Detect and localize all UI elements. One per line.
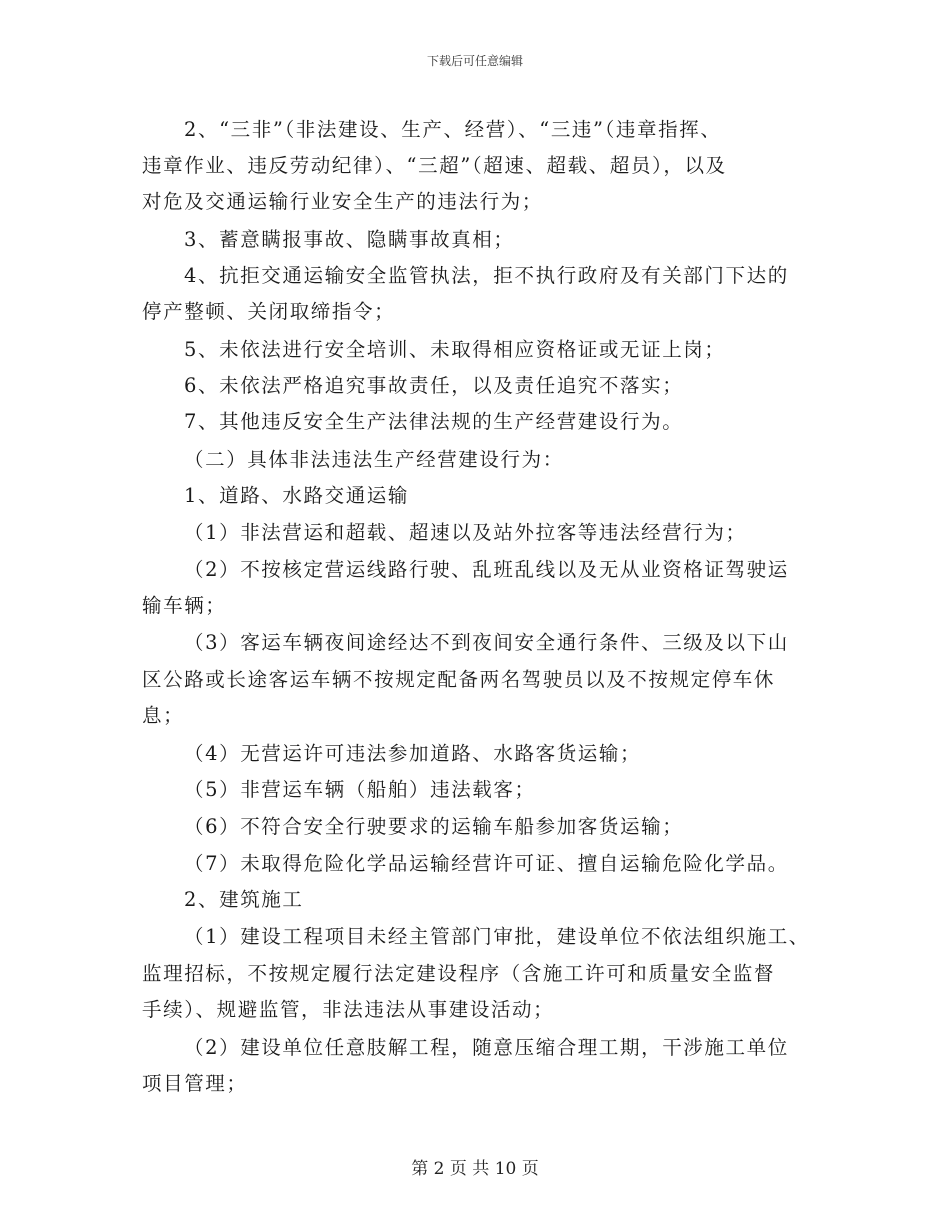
text-line: 息； (142, 704, 185, 727)
page-header: 下载后可任意编辑 (426, 54, 523, 68)
text-line: 输车辆； (142, 594, 227, 617)
text-line: 2、建筑施工 (184, 888, 304, 911)
text-line: （4）无营运许可违法参加道路、水路客货运输； (184, 742, 642, 765)
text-line: 项目管理； (142, 1072, 248, 1095)
text-line: 违章作业、违反劳动纪律）、“三超”（超速、超载、超员），以及 (142, 154, 727, 177)
text-line: 7、其他违反安全生产法律法规的生产经营建设行为。 (184, 410, 684, 433)
text-line: 4、抗拒交通运输安全监管执法，拒不执行政府及有关部门下达的 (184, 264, 789, 287)
text-line: （5）非营运车辆（船舶）违法载客； (184, 778, 536, 801)
text-line: 手续）、规避监管，非法违法从事建设活动； (142, 998, 555, 1021)
text-line: （6）不符合安全行驶要求的运输车船参加客货运输； (184, 815, 684, 838)
text-line: 3、蓄意瞒报事故、隐瞒事故真相； (184, 228, 515, 251)
text-line: （二）具体非法违法生产经营建设行为： (184, 448, 564, 471)
text-line: （1）建设工程项目未经主管部门审批，建设单位不依法组织施工、 (184, 925, 810, 948)
text-line: 区公路或长途客运车辆不按规定配备两名驾驶员以及不按规定停车休 (142, 668, 776, 691)
text-line: （2）不按核定营运线路行驶、乱班乱线以及无从业资格证驾驶运 (184, 558, 789, 581)
text-line: 5、未依法进行安全培训、未取得相应资格证或无证上岗； (184, 338, 726, 361)
text-line: 1、道路、水路交通运输 (184, 484, 410, 507)
text-line: （7）未取得危险化学品运输经营许可证、擅自运输危险化学品。 (184, 852, 789, 875)
text-line: （2）建设单位任意肢解工程，随意压缩合理工期，干涉施工单位 (184, 1036, 789, 1059)
text-line: （3）客运车辆夜间途经达不到夜间安全通行条件、三级及以下山 (184, 631, 789, 654)
text-line: 2、“三非”（非法建设、生产、经营）、“三违”（违章指挥、 (184, 118, 722, 141)
text-line: 6、未依法严格追究事故责任，以及责任追究不落实； (184, 374, 684, 397)
text-line: （1）非法营运和超载、超速以及站外拉客等违法经营行为； (184, 521, 747, 544)
text-line: 对危及交通运输行业安全生产的违法行为； (142, 190, 543, 213)
text-line: 监理招标，不按规定履行法定建设程序（含施工许可和质量安全监督 (142, 962, 776, 985)
text-line: 停产整顿、关闭取缔指令； (142, 300, 396, 323)
page-footer: 第 2 页 共 10 页 (411, 1159, 539, 1179)
